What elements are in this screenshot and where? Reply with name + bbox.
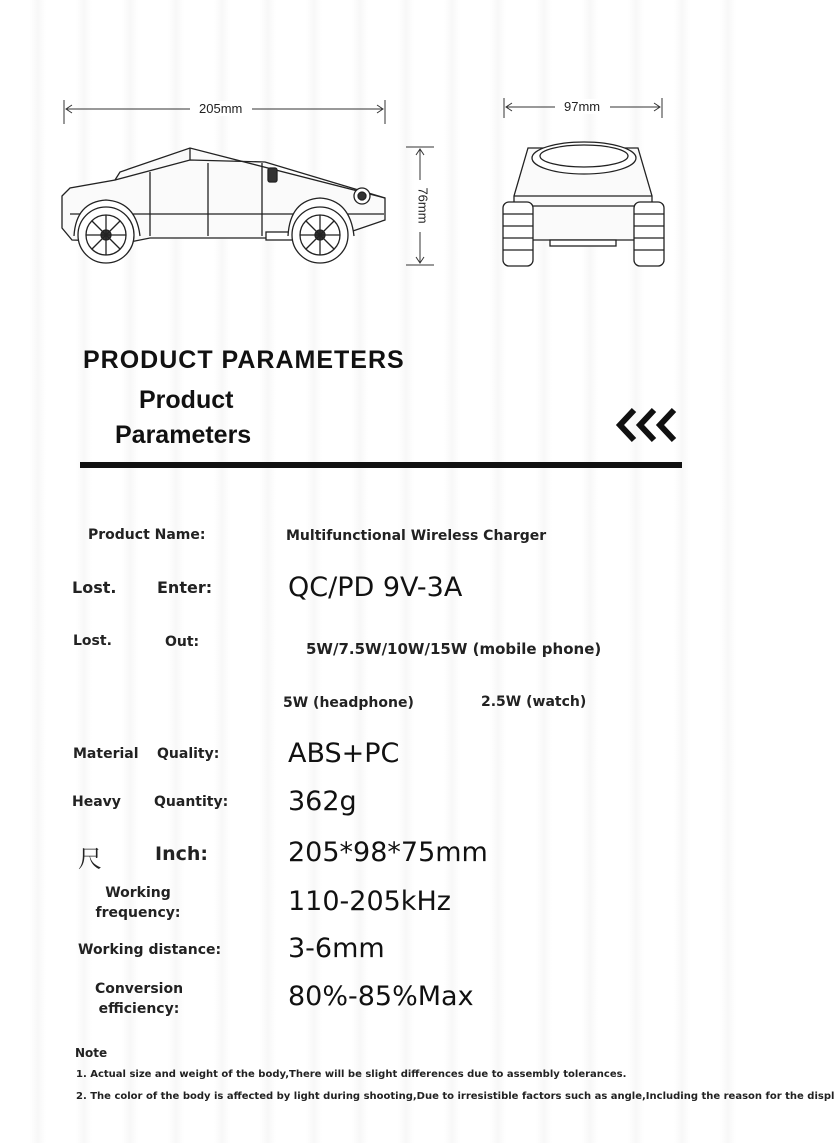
car-front-view (503, 142, 664, 266)
efficiency-label (89, 979, 189, 1019)
output-label-b: Out: (165, 634, 200, 650)
efficiency-label-line2: efficiency: (98, 1001, 180, 1017)
output-value-headphone: 5W (headphone) (283, 695, 414, 711)
product-dimension-diagram (0, 0, 750, 300)
side-height-label: 76mm (415, 187, 431, 224)
frequency-label (88, 883, 188, 923)
efficiency-value: 80%-85%Max (288, 981, 474, 1012)
weight-value: 362g (288, 786, 357, 817)
weight-label-a: Heavy (72, 794, 121, 810)
weight-label-b: Quantity: (154, 794, 229, 810)
input-label-b: Enter: (157, 578, 213, 597)
distance-label: Working distance: (78, 942, 222, 958)
frequency-value: 110-205kHz (288, 886, 451, 917)
section-subtitle-line2: Parameters (115, 421, 252, 449)
car-side-view (62, 148, 385, 263)
input-value: QC/PD 9V-3A (288, 572, 463, 603)
size-value: 205*98*75mm (288, 837, 488, 868)
material-label-a: Material (73, 746, 139, 762)
section-subtitle-line1: Product (139, 386, 234, 414)
efficiency-label-line1: Conversion (94, 981, 184, 997)
material-label-b: Quality: (157, 746, 220, 762)
triple-chevron-left-icon (614, 406, 684, 444)
output-label-a: Lost. (73, 633, 112, 649)
section-title: PRODUCT PARAMETERS (83, 346, 405, 374)
size-label-b: Inch: (155, 843, 208, 865)
note-title: Note (75, 1046, 108, 1060)
frequency-label-line1: Working (105, 885, 171, 901)
product-name-label: Product Name: (88, 527, 206, 543)
output-value-watch: 2.5W (watch) (481, 694, 587, 710)
frequency-label-line2: frequency: (95, 905, 181, 921)
heading-divider (80, 462, 682, 468)
input-label-a: Lost. (72, 578, 117, 597)
material-value: ABS+PC (288, 738, 400, 769)
output-value-phone: 5W/7.5W/10W/15W (mobile phone) (306, 640, 602, 658)
side-width-label: 205mm (199, 101, 243, 116)
front-width-label: 97mm (564, 99, 601, 114)
note-line-1: 1. Actual size and weight of the body,There will be slight differences due to assembly tolerances. (76, 1069, 627, 1080)
distance-value: 3-6mm (288, 933, 385, 964)
product-name-value: Multifunctional Wireless Charger (286, 528, 547, 544)
note-line-2: 2. The color of the body is affected by light during shooting,Due to irresistible factors such as angle,Including the reason for the displ (76, 1091, 834, 1102)
size-label-a: 尺 (78, 845, 102, 873)
